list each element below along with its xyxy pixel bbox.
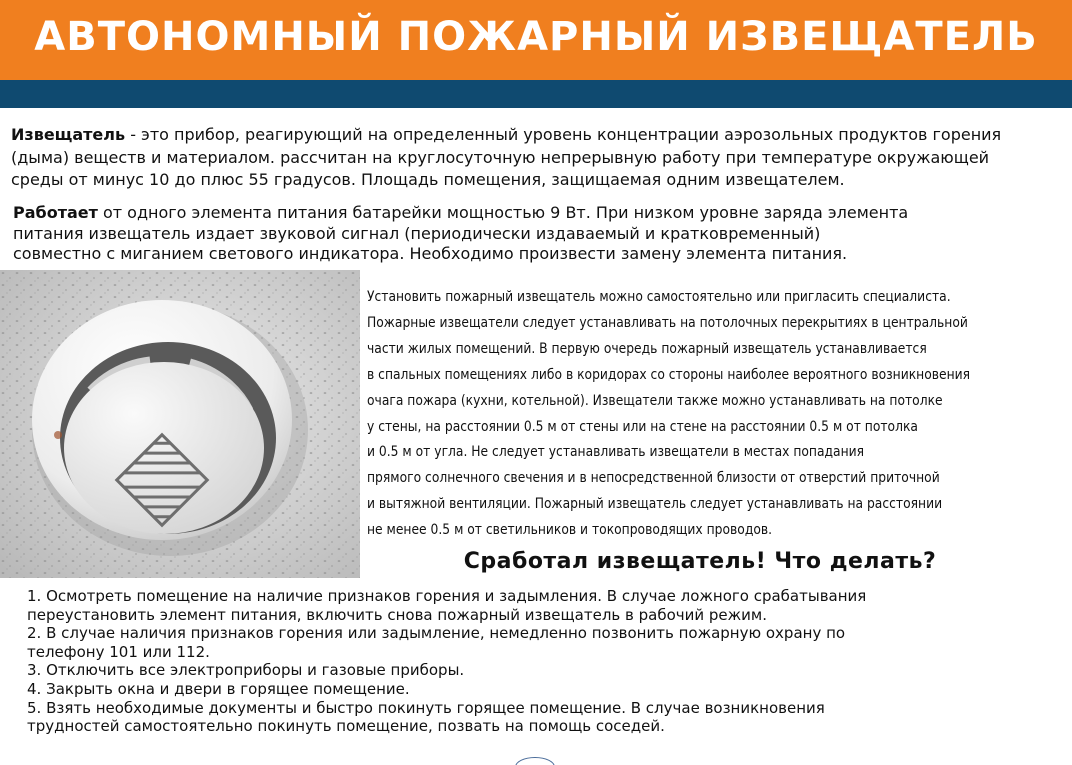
install-line: части жилых помещений. В первую очередь пожарный извещатель устанавливается xyxy=(367,340,927,357)
intro-line-3: среды от минус 10 до плюс 55 градусов. Площадь помещения, защищаемая одним извещателем. xyxy=(11,170,845,189)
header-band xyxy=(0,80,1072,108)
emblem-fragment xyxy=(515,757,555,765)
install-line: и 0.5 м от угла. Не следует устанавливать извещатели в местах попадания xyxy=(367,444,865,461)
action-heading: Сработал извещатель! Что делать? xyxy=(463,549,937,574)
intro-line-1: Извещатель - это прибор, реагирующий на определенный уровень концентрации аэрозольных продуктов горения xyxy=(11,125,1002,144)
power-line-2: питания извещатель издает звуковой сигнал (периодически издаваемый и кратковременный) xyxy=(13,223,821,243)
install-line: очага пожара (кухни, котельной). Извещатели также можно устанавливать на потолке xyxy=(367,392,943,409)
action-line: телефону 101 или 112. xyxy=(27,642,210,661)
action-line: 1. Осмотреть помещение на наличие признаков горения и задымления. В случае ложного срабатывания xyxy=(27,587,867,605)
header-bar xyxy=(0,0,1072,80)
action-list xyxy=(27,587,1067,736)
install-line: не менее 0.5 м от светильников и токопроводящих проводов. xyxy=(367,522,773,539)
install-line: Установить пожарный извещатель можно самостоятельно или пригласить специалиста. xyxy=(367,289,951,305)
install-line: Пожарные извещатели следует устанавливать на потолочных перекрытиях в центральной xyxy=(367,314,968,331)
action-line: 2. В случае наличия признаков горения или задымление, немедленно позвонить пожарную охрану по xyxy=(27,624,846,643)
install-line: прямого солнечного свечения и в непосредственной близости от отверстий приточной xyxy=(367,470,940,487)
action-line: 3. Отключить все электроприборы и газовые приборы. xyxy=(27,661,465,680)
smoke-detector-photo xyxy=(0,270,360,578)
install-line: в спальных помещениях либо в коридорах со стороны наиболее вероятного возникновения xyxy=(367,366,971,383)
power-paragraph xyxy=(13,203,1069,265)
action-line: 5. Взять необходимые документы и быстро покинуть горящее помещение. В случае возникновения xyxy=(27,698,825,717)
power-line-1: Работает от одного элемента питания батарейки мощностью 9 Вт. При низком уровне заряда элемента xyxy=(13,203,909,222)
intro-paragraph xyxy=(11,124,1069,192)
action-line: 4. Закрыть окна и двери в горящее помещение. xyxy=(27,679,410,698)
power-term: Работает xyxy=(13,203,98,222)
intro-line-2: (дыма) веществ и материалом. рассчитан на круглосуточную непрерывную работу при температуре окружающей xyxy=(11,147,990,167)
install-line: и вытяжной вентиляции. Пожарный извещатель следует устанавливать на расстоянии xyxy=(367,496,943,513)
power-line-3: совместно с миганием светового индикатора. Необходимо произвести замену элемента питания. xyxy=(13,244,848,263)
page-title: АВТОНОМНЫЙ ПОЖАРНЫЙ ИЗВЕЩАТЕЛЬ xyxy=(34,14,1038,60)
intro-term: Извещатель xyxy=(11,125,126,144)
smoke-detector-illustration xyxy=(0,270,360,578)
installation-paragraph xyxy=(367,285,985,544)
install-line: у стены, на расстоянии 0.5 м от стены или на стене на расстоянии 0.5 м от потолка xyxy=(367,418,918,435)
action-line: переустановить элемент питания, включить снова пожарный извещатель в рабочий режим. xyxy=(27,605,767,624)
action-line: трудностей самостоятельно покинуть помещение, позвать на помощь соседей. xyxy=(27,717,665,736)
